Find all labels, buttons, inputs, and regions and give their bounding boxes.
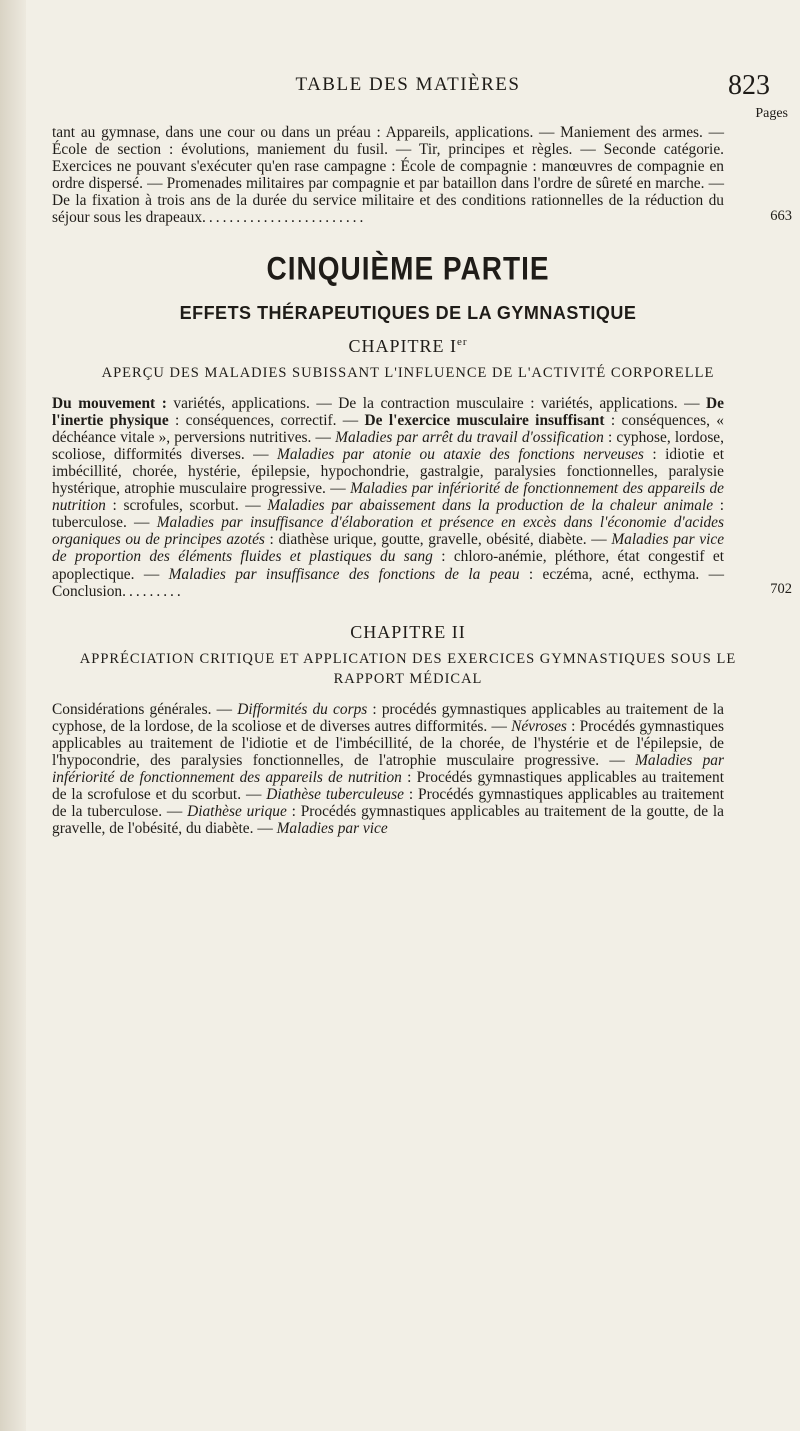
entry-lead: Du mouvement : bbox=[52, 394, 167, 412]
entry-italic-segment: Maladies par arrêt du travail d'ossification bbox=[335, 428, 604, 446]
entry-segment: : procédés gymnastiques applicables au traitement de la cyphose, de la lordose, de la scoliose et de diverses autres difformités. — bbox=[52, 700, 724, 735]
entry-segment: Considérations générales. — bbox=[52, 700, 238, 718]
page-reference: 663 bbox=[770, 207, 792, 224]
page-gutter-shadow bbox=[0, 0, 26, 1431]
entry-italic-segment: Maladies par infériorité de fonctionnement des appareils de nutrition bbox=[52, 480, 724, 515]
toc-entry-continued bbox=[52, 124, 792, 227]
chapter-label bbox=[52, 336, 764, 357]
entry-bold-segment: De l'inertie physique bbox=[52, 394, 724, 429]
pages-column-label: Pages bbox=[755, 106, 788, 121]
chapter-heading: APPRÉCIATION CRITIQUE ET APPLICATION DES EXERCICES GYMNASTIQUES SOUS LE RAPPORT MÉDICAL bbox=[79, 650, 737, 687]
part-subtitle: EFFETS THÉRAPEUTIQUES DE LA GYMNASTIQUE bbox=[179, 302, 637, 323]
chapter-number: CHAPITRE I bbox=[348, 335, 457, 356]
entry-segment: : conséquences, « déchéance vitale », perversions nutritives. — bbox=[52, 411, 724, 446]
entry-italic-segment: Maladies par vice de proportion des éléments fluides et plastiques du sang bbox=[52, 531, 725, 566]
entry-text bbox=[52, 124, 724, 227]
entry-segment: : tuberculose. — bbox=[52, 497, 725, 532]
chapter-label: CHAPITRE II bbox=[350, 621, 466, 642]
entry-segment: variétés, applications. — De la contraction musculaire : variétés, applications. — bbox=[166, 394, 707, 412]
running-title: TABLE DES MATIÈRES bbox=[295, 74, 521, 95]
toc-entry-chapter-1 bbox=[52, 394, 792, 600]
entry-segment: : idiotie et imbécillité, chorée, hystérie, épilepsie, hypochondrie, gastralgie, paralysies fonctionnelles, paralysie hystérique, atrophie musculaire progressive. — bbox=[52, 445, 724, 498]
entry-italic-segment: Maladies par infériorité de fonctionnement des appareils de nutrition bbox=[52, 751, 724, 787]
entry-segment: : Procédés gymnastiques applicables au traitement de la goutte, de la gravelle, de l'obésité, du diabète. — bbox=[52, 803, 724, 838]
entry-body: tant au gymnase, dans une cour ou dans un préau : Appareils, applications. — Maniement des armes. — École de section : évolutions, maniement du fusil. — Tir, principes et règles. — Seconde catégorie. Exercices ne pouvant s'exécuter qu'en rase campagne : École de compagnie : manœuvres de compagnie en ordre dispersé. — Promenades militaires par compagnie et par bataillon dans l'ordre de sûreté en marche. — De la fixation à trois ans de la durée du service militaire et des conditions rationnelles de la réduction du séjour sous les drapeaux bbox=[52, 124, 724, 227]
part-title: CINQUIÈME PARTIE bbox=[266, 250, 550, 286]
entry-italic-segment: Maladies par atonie ou ataxie des fonctions nerveuses bbox=[277, 445, 644, 463]
chapter-heading: APERÇU DES MALADIES SUBISSANT L'INFLUENCE DE L'ACTIVITÉ CORPORELLE bbox=[101, 364, 715, 381]
entry-segment: : diathèse urique, goutte, gravelle, obésité, diabète. — bbox=[264, 531, 612, 549]
entry-segment: : eczéma, acné, ecthyma. — Conclusion bbox=[52, 565, 724, 600]
entry-italic-segment: Maladies par insuffisance d'élaboration et présence en excès dans l'économie d'acides organiques ou de principes azotés bbox=[52, 514, 725, 549]
entry-italic-segment: Maladies par abaissement dans la production de la chaleur animale bbox=[267, 497, 714, 515]
entry-segment: : conséquences, correctif. — bbox=[168, 411, 365, 429]
page-reference: 702 bbox=[770, 580, 792, 597]
entry-italic-segment: Diathèse tuberculeuse bbox=[266, 786, 404, 804]
page bbox=[52, 70, 792, 838]
dot-leader: ......... bbox=[122, 582, 184, 600]
entry-segment: : cyphose, lordose, scoliose, difformités diverses. — bbox=[52, 428, 724, 463]
entry-segment: : scrofules, scorbut. — bbox=[105, 497, 268, 515]
entry-italic-segment: Maladies par insuffisance des fonctions de la peau bbox=[168, 565, 520, 583]
entry-italic-segment: Maladies par vice bbox=[276, 820, 388, 838]
entry-italic-segment: Difformités du corps bbox=[237, 700, 368, 718]
entry-segment: : Procédés gymnastiques applicables au traitement de la tuberculose. — bbox=[52, 786, 724, 821]
entry-segment: : chloro-anémie, pléthore, état congestif et apoplectique. — bbox=[52, 548, 724, 583]
entry-segment: : Procédés gymnastiques applicables au traitement de l'idiotie et de l'imbécillité, de la chorée, de l'hystérie et de l'épilepsie, de l'hypocondrie, des paralysies fonctionnelles, de l'atrophie musculaire progressive. — bbox=[52, 717, 724, 769]
chapter-number-suffix: er bbox=[456, 335, 468, 348]
entry-italic-segment: Diathèse urique bbox=[187, 803, 287, 821]
dot-leader: ........................ bbox=[202, 209, 367, 227]
entry-bold-segment: De l'exercice musculaire insuffisant bbox=[364, 411, 605, 429]
running-head bbox=[52, 70, 770, 101]
toc-entry-chapter-2 bbox=[52, 701, 764, 838]
entry-text bbox=[52, 701, 724, 838]
entry-italic-segment: Névroses bbox=[511, 717, 567, 735]
entry-segment: : Procédés gymnastiques applicables au traitement de la scrofulose et du scorbut. — bbox=[52, 769, 724, 804]
entry-text bbox=[52, 395, 724, 600]
page-number: 823 bbox=[728, 70, 770, 101]
